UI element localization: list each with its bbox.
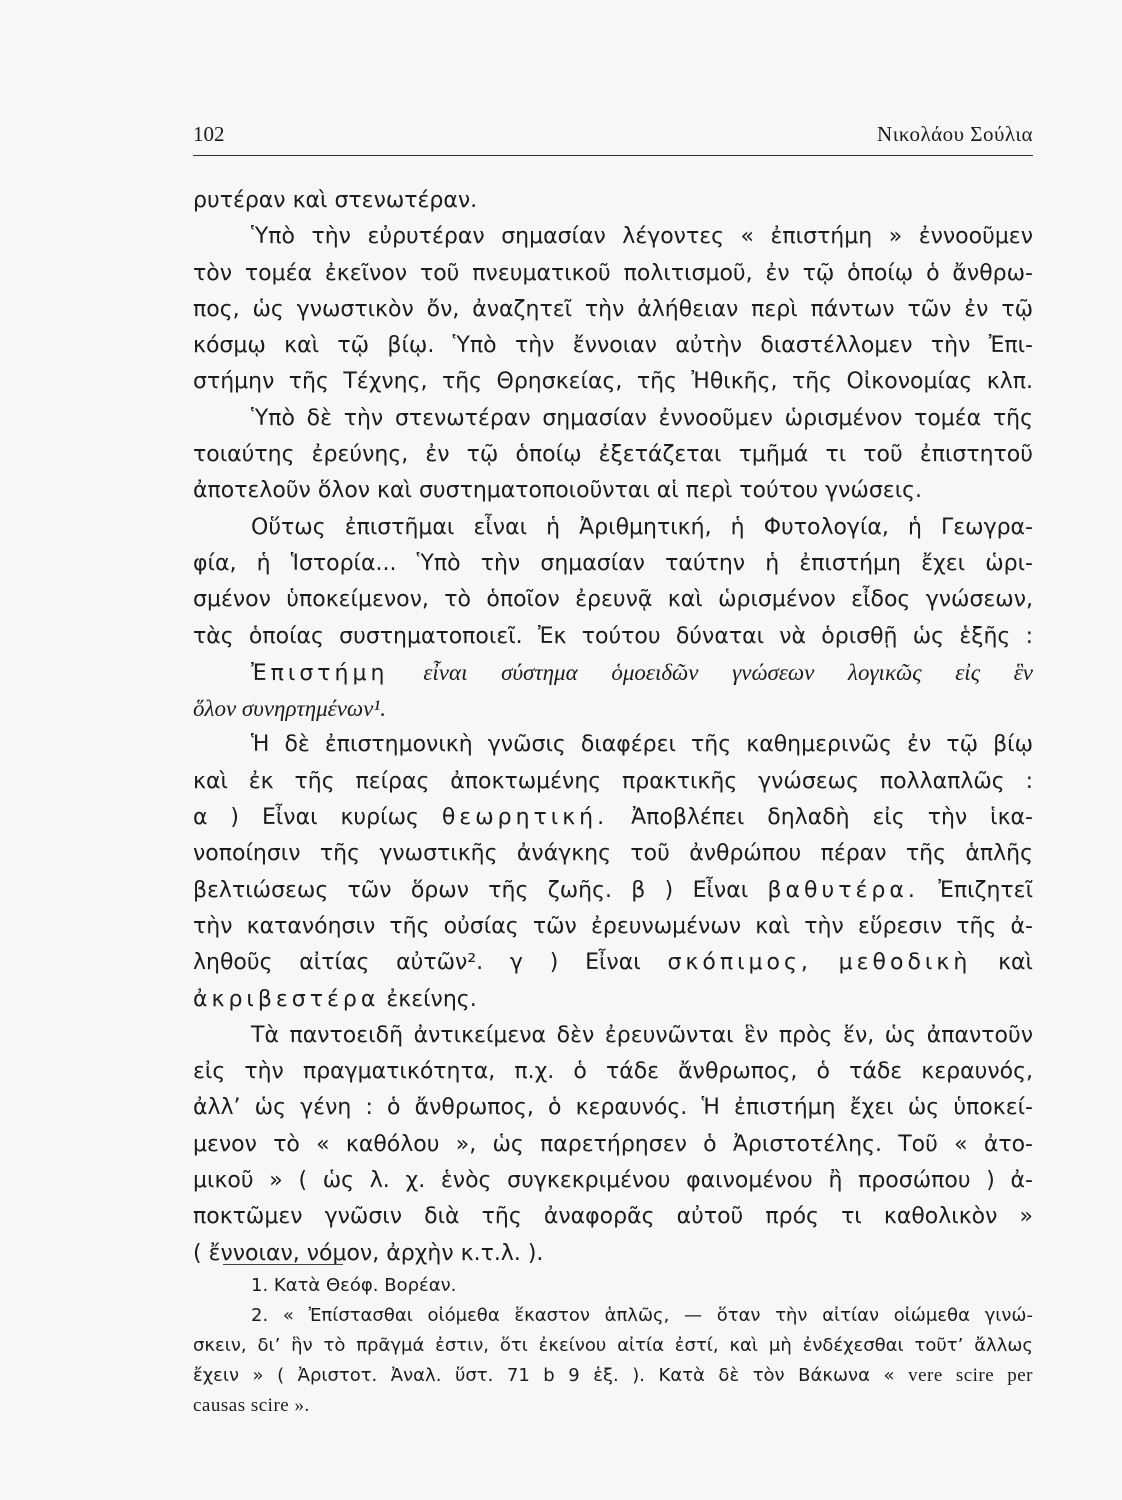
- running-header: [193, 122, 1033, 154]
- footnote-1: 1. Κατὰ Θεόφ. Βορέαν.: [251, 1275, 457, 1296]
- paragraph-block-2: [193, 727, 1033, 800]
- quality-g-end-line: [193, 982, 1033, 1018]
- quality-b-line: [193, 873, 1033, 909]
- footnote-2-line-2: σκειν, δι’ ἣν τὸ πρᾶγμά ἐστιν, ὅτι ἐκείνου αἰτία ἐστί, καὶ μὴ ἐνδέχεσθαι τοῦτ’ ἄλλως: [193, 1335, 1033, 1356]
- footnote-2-latin-end: causas scire ».: [193, 1395, 310, 1416]
- text-line: Ὑπὸ δὲ τὴν στενωτέραν σημασίαν ἐννοοῦμεν ὡρισμένον τομέα τῆς: [251, 405, 1033, 431]
- quality-line-4: τὴν κατανόησιν τῆς οὐσίας τῶν ἐρευνωμένων καὶ τὴν εὕρεσιν τῆς ἀ-: [193, 913, 1033, 939]
- quality-g-pre: ληθοῦς αἰτίας αὐτῶν². γ ) Εἶναι: [193, 950, 641, 976]
- text-line: τοιαύτης ἐρεύνης, ἐν τῷ ὁποίῳ ἐξετάζεται τμῆμά τι τοῦ ἐπιστητοῦ: [193, 442, 1033, 468]
- quality-g-term-3: ἀκριβεστέρα: [193, 986, 380, 1012]
- paragraph-block-1: [193, 183, 1033, 655]
- text-line: Τὰ παντοειδῆ ἀντικείμενα δὲν ἐρευνῶνται ἓν πρὸς ἕν, ὡς ἀπαντοῦν: [251, 1022, 1033, 1048]
- text-line: μενον τὸ « καθόλου », ὡς παρετήρησεν ὁ Ἀριστοτέλης. Τοῦ « ἀτο-: [193, 1131, 1033, 1157]
- text-line: πος, ὡς γνωστικὸν ὄν, ἀναζητεῖ τὴν ἀλήθειαν περὶ πάντων τῶν ἐν τῷ: [193, 296, 1033, 322]
- quality-a-term: θεωρητική.: [441, 805, 609, 831]
- text-line: ἀλλ’ ὡς γένη : ὁ ἄνθρωπος, ὁ κεραυνός. Ἡ ἐπιστήμη ἔχει ὡς ὑποκεί-: [193, 1095, 1033, 1121]
- text-line: κόσμῳ καὶ τῷ βίῳ. Ὑπὸ τὴν ἔννοιαν αὐτὴν διαστέλλομεν τὴν Ἐπι-: [193, 333, 1033, 359]
- footnote-2-greek: ἔχειν » ( Ἀριστοτ. Ἀναλ. ὕστ. 71 b 9 ἑξ. ). Κατὰ δὲ τὸν Βάκωνα «: [193, 1365, 895, 1386]
- quality-b-rest: Ἐπιζητεῖ: [938, 877, 1034, 903]
- text-line: εἰς τὴν πραγματικότητα, π.χ. ὁ τάδε ἄνθρωπος, ὁ τάδε κεραυνός,: [193, 1059, 1033, 1085]
- quality-line-2: νοποίησιν τῆς γνωστικῆς ἀνάγκης τοῦ ἀνθρώπου πέραν τῆς ἁπλῆς: [193, 841, 1033, 867]
- text-line: ποκτῶμεν γνῶσιν διὰ τῆς ἀναφορᾶς αὐτοῦ πρός τι καθολικὸν »: [193, 1204, 1033, 1230]
- footnote-2-line-1: 2. « Ἐπίστασθαι οἰόμεθα ἕκαστον ἁπλῶς, — ὅταν τὴν αἰτίαν οἰώμεθα γινώ-: [251, 1305, 1033, 1326]
- text-line: μικοῦ » ( ὡς λ. χ. ἑνὸς συγκεκριμένου φαινομένου ἢ προσώπου ) ἀ-: [193, 1168, 1033, 1194]
- text-line: Οὕτως ἐπιστῆμαι εἶναι ἡ Ἀριθμητική, ἡ Φυτολογία, ἡ Γεωγρα-: [251, 514, 1033, 540]
- quality-g-term-1: σκόπιμος,: [667, 950, 812, 976]
- page-number: 102: [193, 122, 225, 146]
- paragraph-block-3: [193, 1018, 1033, 1272]
- definition-text: εἶναι σύστημα ὁμοειδῶν γνώσεων λογικῶς εἰς ἓν: [423, 659, 1033, 685]
- quality-g-line: [193, 945, 1033, 981]
- main-text: [193, 183, 1033, 1272]
- definition-line-2: [193, 691, 1033, 727]
- text-line: φία, ἡ Ἱστορία... Ὑπὸ τὴν σημασίαν ταύτην ἡ ἐπιστήμη ἔχει ὡρι-: [193, 550, 1033, 576]
- footnote-2-latin: vere scire per: [908, 1365, 1034, 1386]
- definition-line-1: [193, 655, 1033, 691]
- definition-text-end: ὅλον συνηρτημένων¹.: [193, 696, 387, 722]
- quality-a-label: α ) Εἶναι κυρίως: [193, 805, 419, 831]
- quality-a-line: [193, 800, 1033, 836]
- text-line: τὸν τομέα ἐκεῖνον τοῦ πνευματικοῦ πολιτισμοῦ, ἐν τῷ ὁποίῳ ὁ ἄνθρω-: [193, 260, 1033, 286]
- text-line: στήμην τῆς Τέχνης, τῆς Θρησκείας, τῆς Ἠθικῆς, τῆς Οἰκονομίας κλπ.: [193, 369, 1033, 395]
- quality-g-term-2: μεθοδικὴ: [838, 950, 972, 976]
- footnote-2-line-4: [193, 1391, 1033, 1421]
- text-line: ρυτέραν καὶ στενωτέραν.: [193, 188, 478, 213]
- text-line: τὰς ὁποίας συστηματοποιεῖ. Ἐκ τούτου δύναται νὰ ὁρισθῇ ὡς ἑξῆς :: [193, 623, 1033, 649]
- footnote-2-line-3: [193, 1361, 1033, 1391]
- quality-b-pre: βελτιώσεως τῶν ὅρων τῆς ζωῆς. β ) Εἶναι: [193, 877, 749, 903]
- header-rule: [193, 155, 1033, 156]
- definition-term: Ἐπιστήμη: [251, 660, 389, 686]
- text-line: Ἡ δὲ ἐπιστημονικὴ γνῶσις διαφέρει τῆς καθημερινῶς ἐν τῷ βίῳ: [251, 732, 1033, 758]
- footnote-rule: [223, 1264, 343, 1265]
- text-line: Ὑπὸ τὴν εὐρυτέραν σημασίαν λέγοντες « ἐπιστήμη » ἐννοοῦμεν: [251, 224, 1033, 250]
- quality-b-term: βαθυτέρα.: [767, 877, 919, 903]
- text-line: ( ἔννοιαν, νόμον, ἀρχὴν κ.τ.λ. ).: [193, 1240, 544, 1266]
- text-line: ἀποτελοῦν ὅλον καὶ συστηματοποιοῦνται αἱ περὶ τούτου γνώσεις.: [193, 478, 923, 504]
- footnotes: [193, 1271, 1033, 1421]
- text-line: καὶ ἐκ τῆς πείρας ἀποκτωμένης πρακτικῆς γνώσεως πολλαπλῶς :: [193, 768, 1033, 794]
- quality-a-rest: Ἀποβλέπει δηλαδὴ εἰς τὴν ἱκα-: [631, 805, 1033, 831]
- running-head-author: Νικολάου Σούλια: [877, 122, 1033, 146]
- quality-g-rest: καὶ: [998, 950, 1033, 976]
- text-line: σμένον ὑποκείμενον, τὸ ὁποῖον ἐρευνᾷ καὶ ὡρισμένον εἶδος γνώσεων,: [193, 587, 1033, 613]
- quality-g-end: ἐκείνης.: [386, 986, 477, 1012]
